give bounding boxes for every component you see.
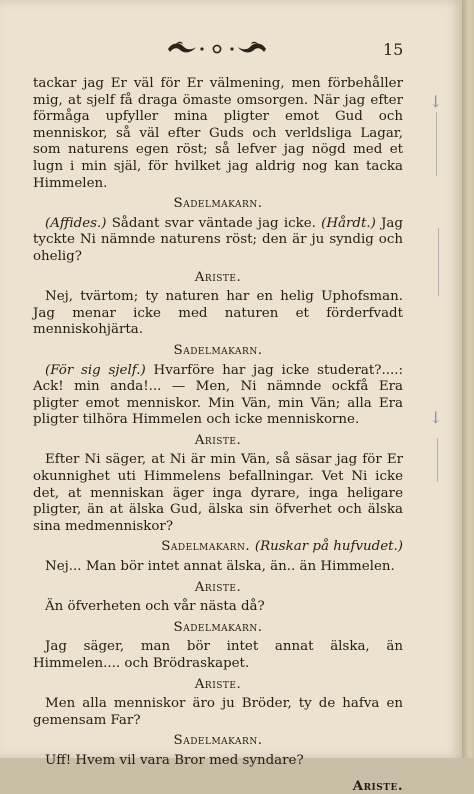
speaker-name: Ariste. — [194, 432, 242, 448]
dialogue-paragraph — [33, 216, 403, 266]
dialogue-paragraph: Än öfverheten och vår nästa då? — [45, 599, 265, 615]
stage-direction: (Affides.) — [45, 215, 107, 231]
page-text — [33, 76, 403, 794]
speaker-name — [33, 539, 403, 556]
margin-arrow-icon: ↓ — [429, 92, 443, 111]
stage-direction: (Ruskar på hufvudet.) — [254, 539, 403, 555]
dialogue-paragraph: Men alla menniskor äro ju Bröder, ty de hafva en gemensam Far? — [33, 696, 403, 728]
speaker-label: Sadelmakarn. — [161, 539, 251, 555]
speaker-name: Sadelmakarn. — [173, 196, 263, 212]
stage-direction: (Hårdt.) — [321, 215, 376, 231]
margin-pencil-line — [438, 228, 439, 296]
dialogue-paragraph: Efter Ni säger, at Ni är min Vän, så säsar jag för Er okunnighet uti Himmelens befallningar. Vet Ni icke det, at menniskan äger inga dyrare, inga heligare pligter, än at älska Gud, älska sin öfverhet och älska sina medmenniskor? — [33, 452, 403, 534]
dialogue-text: Sådant svar väntade jag icke. — [106, 215, 322, 231]
speaker-name: Ariste. — [194, 579, 242, 595]
margin-arrow-icon: ↓ — [429, 408, 443, 427]
margin-pencil-line — [437, 438, 438, 482]
dialogue-paragraph: tackar jag Er väl för Er välmening, men förbehåller mig, at sjelf få draga ömaste omsorgen. När jag efter förmåga upfyller mina pligter emot Gud och menniskor, så väl efter Guds och verldsliga Lagar, som naturens egen röst; så lefver jag nögd med et lugn i min själ, för hvilket jag aldrig nog kan tacka Himmelen. — [33, 76, 403, 191]
fleuron-ornament-icon — [162, 40, 272, 58]
dialogue-paragraph — [33, 363, 403, 429]
speaker-name: Ariste. — [194, 269, 242, 285]
dialogue-text: Hvarföre har jag icke studerat?....: Ack! min anda!... — Men, Ni nämnde ockfå Era pligter emot menniskor. Min Vän, min Vän; alla Era pligter tilhöra Himmelen och icke menniskorne. — [33, 362, 403, 428]
dialogue-paragraph: Nej... Man bör intet annat älska, än.. än Himmelen. — [45, 559, 395, 575]
catchword: Ariste. — [352, 777, 403, 794]
speaker-name: Sadelmakarn. — [173, 733, 263, 749]
dialogue-paragraph: Uff! Hvem vil vara Bror med syndare? — [45, 752, 304, 768]
margin-pencil-line — [436, 112, 437, 176]
page-edge — [462, 0, 474, 758]
dialogue-text: Jag tyckte Ni nämnde naturens röst; den är ju syndig och ohelig? — [33, 215, 403, 264]
speaker-name: Sadelmakarn. — [173, 619, 263, 635]
page-number: 15 — [383, 40, 404, 59]
speaker-name: Sadelmakarn. — [173, 342, 263, 358]
stage-direction: (För sig sjelf.) — [45, 362, 146, 378]
dialogue-paragraph: Jag säger, man bör intet annat älska, än Himmelen.... och Brödraskapet. — [33, 639, 403, 671]
dialogue-paragraph: Nej, tvärtom; ty naturen har en helig Uphofsman. Jag menar icke med naturen et förderfvadt menniskohjärta. — [33, 289, 403, 338]
speaker-name: Ariste. — [194, 676, 242, 692]
